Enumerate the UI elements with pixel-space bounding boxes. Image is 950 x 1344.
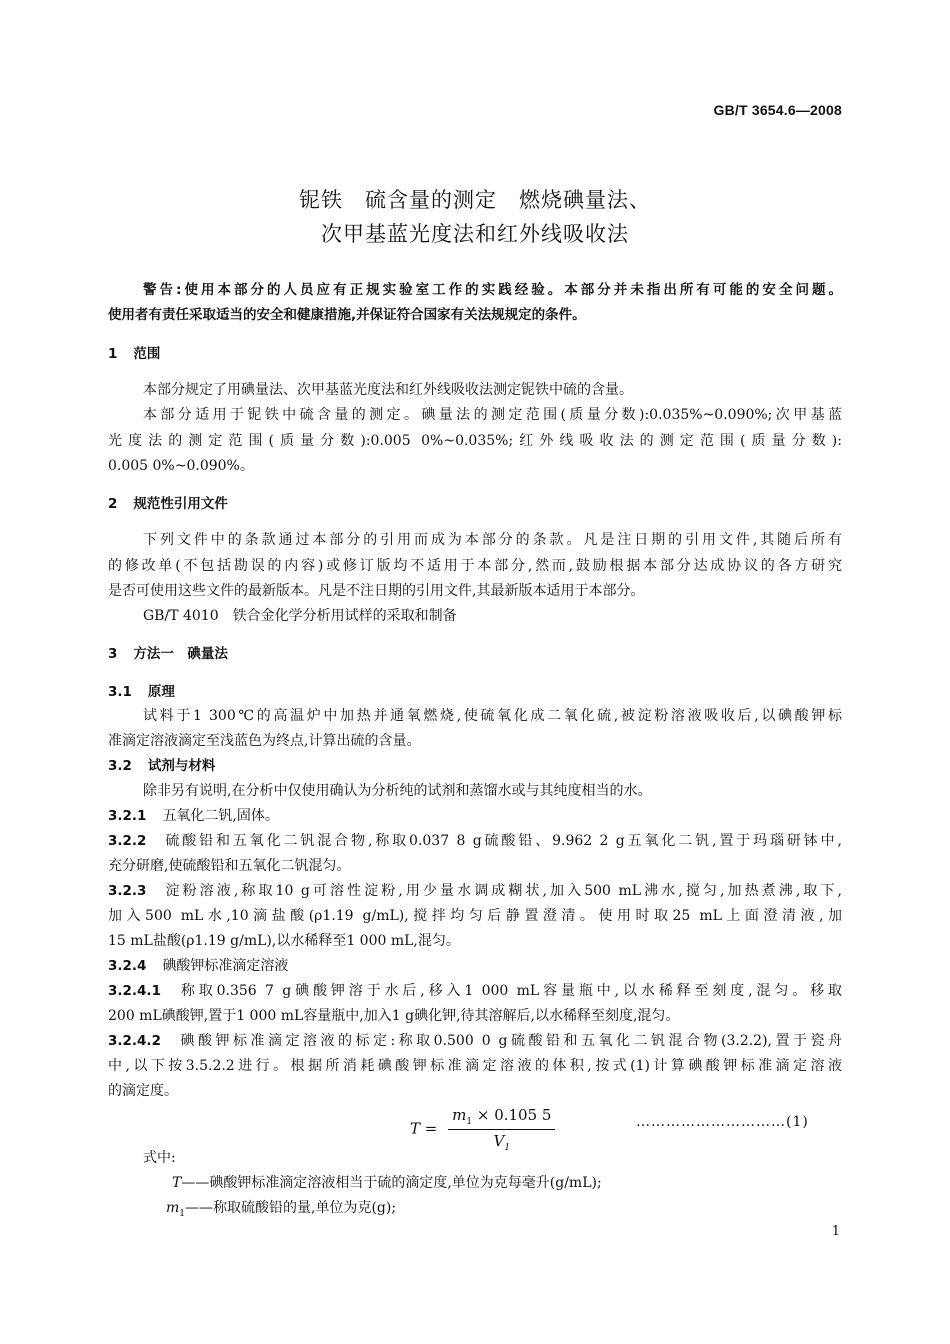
clause-text: 淀粉溶液,称取10 g可溶性淀粉,用少量水调成糊状,加入500 mL沸水,搅匀,加热煮沸,取下, [162,883,842,899]
formula-var-v: V [493,1132,505,1150]
clause-text: 碘酸钾标准滴定溶液的标定:称取0.500 0 g硫酸铅和五氧化二钒混合物(3.2.2),置于瓷舟 [176,1033,842,1049]
page-number: 1 [831,1224,840,1239]
section-heading-references [108,494,842,514]
subsection-heading-principle [108,682,842,702]
clause-text: 称取0.356 7 g碘酸钾溶于水后,移入1 000 mL容量瓶中,以水稀释至刻度,混匀。移取 [176,983,842,999]
symbol-m: m [166,1200,180,1216]
clause-text: 碘酸钾标准滴定溶液 [162,958,289,974]
section-heading-scope [108,344,842,364]
formula-sub: 1 [466,1117,473,1127]
clause-3-2-4-1 [108,981,842,1001]
warning-line1: 警告:使用本部分的人员应有正规实验室工作的实践经验。本部分并未指出所有可能的安全问题。 [143,282,842,298]
formula-sub: 1 [504,1143,511,1153]
where-label: 式中: [143,1150,176,1166]
subsection-number: 3.2 [108,758,132,774]
paragraph-line: 加入500 mL水,10滴盐酸(ρ1.19 g/mL),搅拌均匀后静置澄清。使用时取25 mL上面澄清液,加 [108,908,842,924]
section-number: 3 [108,646,118,662]
clause-3-2-4 [108,956,842,976]
formula-1 [410,1106,555,1153]
warning-line2: 使用者有责任采取适当的安全和健康措施,并保证符合国家有关法规规定的条件。 [108,307,586,323]
clause-number: 3.2.4 [108,958,147,974]
formula-fraction [448,1106,555,1153]
clause-number: 3.2.4.1 [108,983,161,999]
symbol-sub: 1 [179,1208,186,1219]
clause-text: 硫酸铅和五氧化二钒混合物,称取0.037 8 g硫酸铅、9.962 2 g五氧化二钒,置于玛瑙研钵中, [162,833,842,849]
paragraph-line: 光度法的测定范围(质量分数):0.005 0%~0.035%;红外线吸收法的测定范围(质量分数): [108,433,842,449]
equation-number: …………………………(1) [636,1114,809,1130]
clause-text: 五氧化二钒,固体。 [162,808,279,824]
paragraph-line: 除非另有说明,在分析中仅使用确认为分析纯的试剂和蒸馏水或与其纯度相当的水。 [143,783,652,799]
definition-text: ——碘酸钾标准滴定溶液相当于硫的滴定度,单位为克每毫升(g/mL); [181,1175,602,1191]
document-title-line1: 铌铁 硫含量的测定 燃烧碘量法、 [299,188,651,212]
clause-3-2-2 [108,831,842,851]
subsection-title: 原理 [147,684,175,700]
section-title: 方法一 碘量法 [133,646,228,662]
formula-numerator [448,1106,555,1130]
paragraph-line: 本部分适用于铌铁中硫含量的测定。碘量法的测定范围(质量分数):0.035%~0.090%;次甲基蓝 [143,407,842,423]
section-title: 范围 [133,346,161,362]
paragraph-line: 的修改单(不包括勘误的内容)或修订版均不适用于本部分,然而,鼓励根据本部分达成协议的各方研究 [108,558,842,574]
subsection-title: 试剂与材料 [147,758,216,774]
paragraph-line: 充分研磨,使硫酸铅和五氧化二钒混匀。 [108,858,351,874]
formula-numerator-rest: × 0.105 5 [472,1106,552,1124]
paragraph-line: 200 mL碘酸钾,置于1 000 mL容量瓶中,加入1 g碘化钾,待其溶解后,以水稀释至刻度,混匀。 [108,1008,680,1024]
symbol-T: T [172,1175,182,1191]
clause-number: 3.2.3 [108,883,147,899]
formula-lhs: T = [410,1119,438,1138]
clause-number: 3.2.4.2 [108,1033,161,1049]
clause-3-2-3 [108,881,842,901]
definition-T [172,1173,842,1193]
paragraph-line: 准滴定溶液滴定至浅蓝色为终点,计算出硫的含量。 [108,733,421,749]
paragraph: 本部分规定了用碘量法、次甲基蓝光度法和红外线吸收法测定铌铁中硫的含量。 [143,382,633,398]
section-title: 规范性引用文件 [133,496,228,512]
paragraph-line: 中,以下按3.5.2.2进行。根据所消耗碘酸钾标准滴定溶液的体积,按式(1)计算碘酸钾标准滴定溶液 [108,1058,842,1074]
paragraph-line: 的滴定度。 [108,1083,178,1099]
clause-3-2-4-2 [108,1031,842,1051]
definition-text: ——称取硫酸铅的量,单位为克(g); [185,1200,397,1216]
section-number: 2 [108,496,118,512]
paragraph-line: 试料于1 300℃的高温炉中加热并通氧燃烧,使硫氧化成二氧化硫,被淀粉溶液吸收后,以碘酸钾标 [143,708,842,724]
clause-3-2-1 [108,806,842,826]
paragraph-line: 0.005 0%~0.090%。 [108,458,254,474]
formula-var-m: m [452,1106,467,1124]
subsection-heading-reagents [108,756,842,776]
standard-code: GB/T 3654.6—2008 [713,102,842,118]
normative-reference: GB/T 4010 铁合金化学分析用试样的采取和制备 [143,608,457,624]
definition-m1 [166,1198,842,1224]
clause-number: 3.2.1 [108,808,147,824]
paragraph-line: 是否可使用这些文件的最新版本。凡是不注日期的引用文件,其最新版本适用于本部分。 [108,583,645,599]
section-number: 1 [108,346,118,362]
section-heading-method1 [108,644,842,664]
paragraph-line: 下列文件中的条款通过本部分的引用而成为本部分的条款。凡是注日期的引用文件,其随后所有 [143,532,842,548]
clause-number: 3.2.2 [108,833,147,849]
subsection-number: 3.1 [108,684,132,700]
document-title-line2: 次甲基蓝光度法和红外线吸收法 [321,222,629,246]
paragraph-line: 15 mL盐酸(ρ1.19 g/mL),以水稀释至1 000 mL,混匀。 [108,933,460,949]
